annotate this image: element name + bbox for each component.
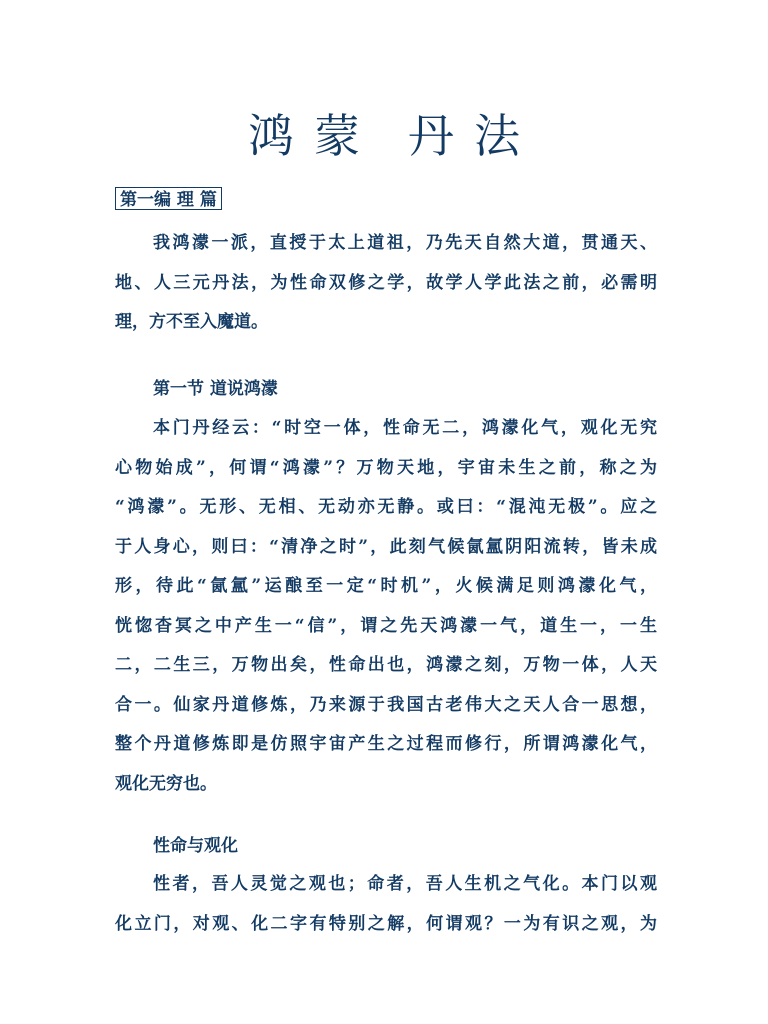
section2-paragraph <box>115 865 657 944</box>
paragraph-line: 于人身心，则曰：“清净之时”，此刻气候氤氲阴阳流转，皆未成 <box>115 536 657 557</box>
section-heading: 性命与观化 <box>153 836 238 856</box>
paragraph-line: 化立门，对观、化二字有特别之解，何谓观？一为有识之观，为 <box>115 913 657 934</box>
paragraph-line: 理，方不至入魔道。 <box>115 312 268 332</box>
paragraph-line: 我鸿濛一派，直授于太上道祖，乃先天自然大道，贯通天、 <box>153 233 657 253</box>
paragraph-line: 心物始成”，何谓“鸿濛”？万物天地，宇宙未生之前，称之为 <box>115 457 657 478</box>
paragraph-line: 合一。仙家丹道修炼，乃来源于我国古老伟大之天人合一思想， <box>115 694 657 715</box>
paragraph-line: 形，待此“氤氲”运酿至一定“时机”，火候满足则鸿濛化气， <box>115 576 657 596</box>
section1-paragraph <box>115 409 657 804</box>
intro-paragraph <box>115 224 657 343</box>
section-label-box: 第一编 理 篇 <box>115 187 222 210</box>
paragraph-line: 地、人三元丹法，为性命双修之学，故学人学此法之前，必需明 <box>115 272 657 293</box>
section-heading: 第一节 道说鸿濛 <box>153 379 278 399</box>
title-char-1: 鸿 <box>248 109 294 163</box>
paragraph-line: 整个丹道修炼即是仿照宇宙产生之过程而修行，所谓鸿濛化气， <box>115 734 657 754</box>
paragraph-line: 性者，吾人灵觉之观也；命者，吾人生机之气化。本门以观 <box>153 874 657 894</box>
paragraph-line: 二，二生三，万物出矣，性命出也，鸿濛之刻，万物一体，人天 <box>115 655 657 675</box>
page-title <box>0 108 768 164</box>
title-char-3: 丹 <box>408 109 454 163</box>
paragraph-line: 恍惚杳冥之中产生一“信”，谓之先天鸿濛一气，道生一，一生 <box>115 615 657 636</box>
title-char-2: 蒙 <box>314 109 360 163</box>
paragraph-line: 观化无穷也。 <box>115 773 217 794</box>
title-char-4: 法 <box>474 109 520 163</box>
paragraph-line: 本门丹经云：“时空一体，性命无二，鸿濛化气，观化无究 <box>153 418 657 438</box>
paragraph-line: “鸿濛”。无形、无相、无动亦无静。或曰：“混沌无极”。应之 <box>115 497 657 517</box>
